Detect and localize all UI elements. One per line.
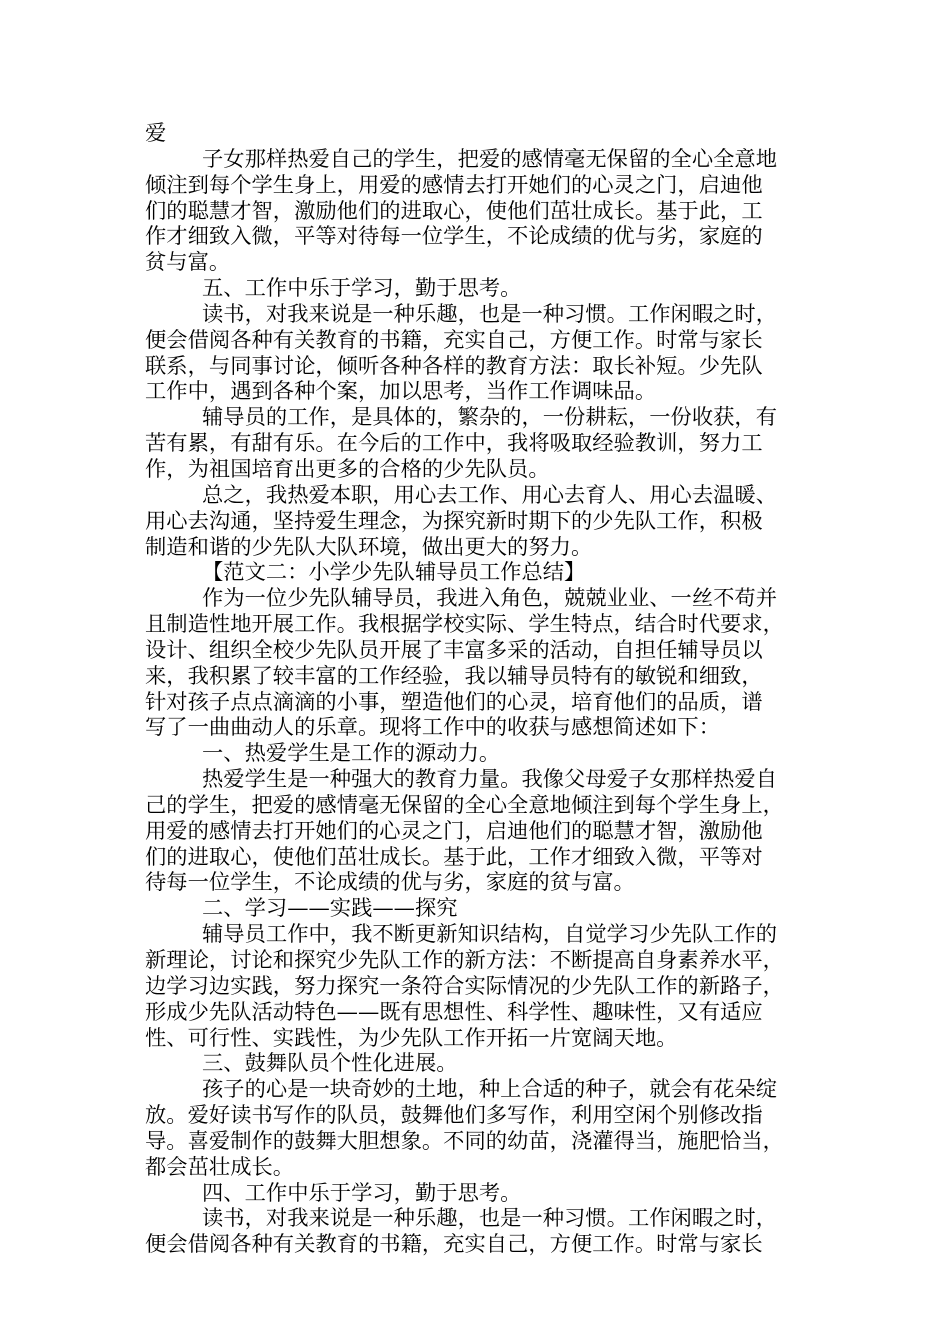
text-line: 导。喜爱制作的鼓舞大胆想象。不同的幼苗，浇灌得当，施肥恰当， [145,1128,784,1154]
text-line: 作才细致入微，平等对待每一位学生，不论成绩的优与劣，家庭的 [145,224,763,250]
text-line: 作，为祖国培育出更多的合格的少先队员。 [145,456,550,482]
text-line: 己的学生，把爱的感情毫无保留的全心全意地倾注到每个学生身上， [145,792,784,818]
text-line: 子女那样热爱自己的学生，把爱的感情毫无保留的全心全意地 [202,146,778,172]
text-line: 一、热爱学生是工作的源动力。 [202,741,501,767]
text-line: 设计、组织全校少先队员开展了丰富多采的活动，自担任辅导员以 [145,637,763,663]
text-line: 用心去沟通，坚持爱生理念，为探究新时期下的少先队工作，积极 [145,508,763,534]
text-line: 作为一位少先队辅导员，我进入角色，兢兢业业、一丝不苟并 [202,586,778,612]
text-line: 二、学习——实践——探究 [202,896,458,922]
text-line: 且制造性地开展工作。我根据学校实际、学生特点，结合时代要求， [145,612,784,638]
text-line: 苦有累，有甜有乐。在今后的工作中，我将吸取经验教训，努力工 [145,431,763,457]
text-line: 们的进取心，使他们茁壮成长。基于此，工作才细致入微，平等对 [145,844,763,870]
text-line: 五、工作中乐于学习，勤于思考。 [202,276,522,302]
text-line: 写了一曲曲动人的乐章。现将工作中的收获与感想简述如下： [145,715,721,741]
text-line: 倾注到每个学生身上，用爱的感情去打开她们的心灵之门，启迪他 [145,172,763,198]
text-line: 工作中，遇到各种个案，加以思考，当作工作调味品。 [145,379,657,405]
text-line: 四、工作中乐于学习，勤于思考。 [202,1180,522,1206]
text-line: 三、鼓舞队员个性化进展。 [202,1051,458,1077]
text-line: 形成少先队活动特色——既有思想性、科学性、趣味性，又有适应 [145,999,763,1025]
text-line: 制造和谐的少先队大队环境，做出更大的努力。 [145,534,593,560]
text-line: 读书，对我来说是一种乐趣，也是一种习惯。工作闲暇之时， [202,301,778,327]
text-line: 待每一位学生，不论成绩的优与劣，家庭的贫与富。 [145,870,635,896]
text-line: 性、可行性、实践性，为少先队工作开拓一片宽阔天地。 [145,1025,678,1051]
text-line: 用爱的感情去打开她们的心灵之门，启迪他们的聪慧才智，激励他 [145,818,763,844]
text-line: 们的聪慧才智，激励他们的进取心，使他们茁壮成长。基于此，工 [145,198,763,224]
text-line: 放。爱好读书写作的队员，鼓舞他们多写作，利用空闲个别修改指 [145,1103,763,1129]
text-line: 孩子的心是一块奇妙的土地，种上合适的种子，就会有花朵绽 [202,1077,778,1103]
text-line: 都会茁壮成长。 [145,1154,295,1180]
text-line: 便会借阅各种有关教育的书籍，充实自己，方便工作。时常与家长 [145,1232,763,1258]
text-line: 针对孩子点点滴滴的小事，塑造他们的心灵，培育他们的品质，谱 [145,689,763,715]
text-line: 边学习边实践，努力探究一条符合实际情况的少先队工作的新路子， [145,973,784,999]
text-line: 爱 [145,121,167,146]
document-body [145,121,810,1258]
text-line: 便会借阅各种有关教育的书籍，充实自己，方便工作。时常与家长 [145,327,763,353]
text-line: 贫与富。 [145,250,231,276]
text-line: 联系，与同事讨论，倾听各种各样的教育方法：取长补短。少先队 [145,353,763,379]
text-line: 辅导员工作中，我不断更新知识结构，自觉学习少先队工作的 [202,922,778,948]
text-line: 热爱学生是一种强大的教育力量。我像父母爱子女那样热爱自 [202,767,778,793]
text-line: 辅导员的工作，是具体的，繁杂的，一份耕耘，一份收获，有 [202,405,778,431]
text-line: 新理论，讨论和探究少先队工作的新方法：不断提高自身素养水平， [145,948,784,973]
text-line: 总之，我热爱本职，用心去工作、用心去育人、用心去温暖、 [202,482,778,508]
text-line: 读书，对我来说是一种乐趣，也是一种习惯。工作闲暇之时， [202,1206,778,1232]
text-line: 【范文二：小学少先队辅导员工作总结】 [202,560,586,586]
text-line: 来，我积累了较丰富的工作经验，我以辅导员特有的敏锐和细致， [145,663,763,689]
